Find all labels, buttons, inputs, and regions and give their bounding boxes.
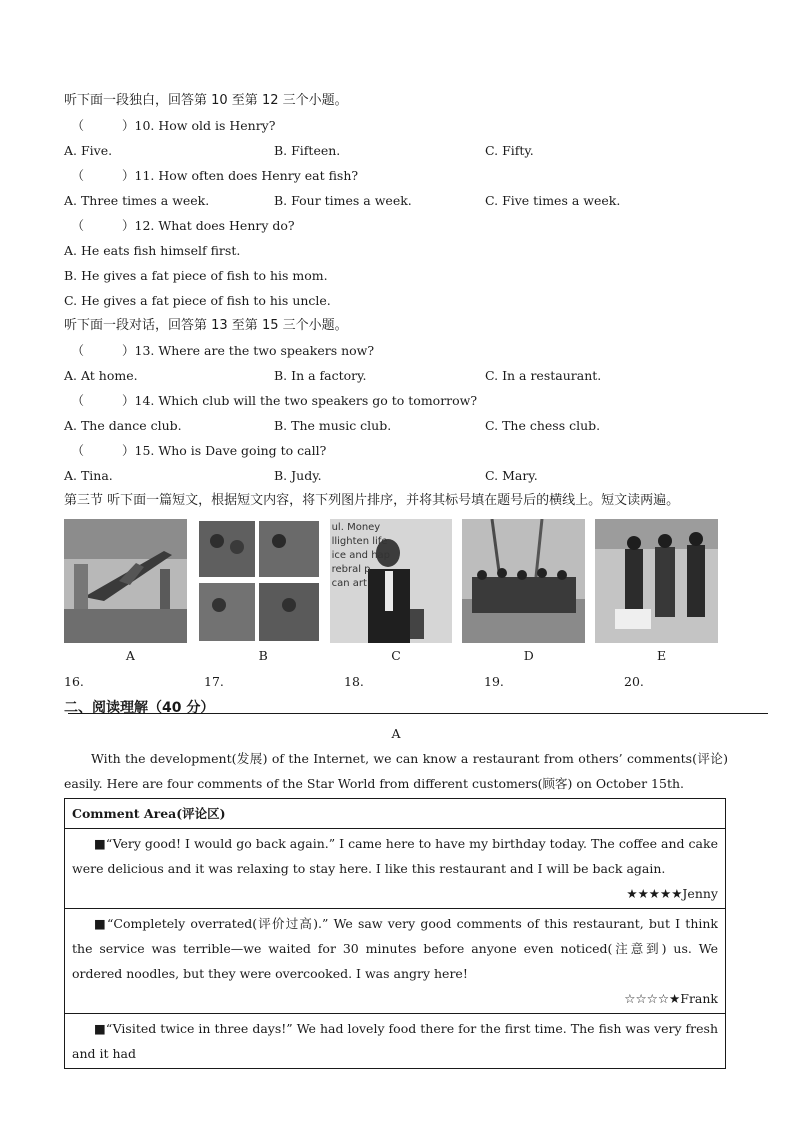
answer-paren-open: （ [71,168,84,183]
blank-line[interactable] [628,697,768,714]
photo-e-volunteers [595,519,718,643]
exam-page [64,88,728,1069]
photo-label-c: C [391,648,401,663]
comment-row [65,1014,726,1069]
blank-16: 16. [64,669,204,695]
option-c: C. Mary. [485,468,538,483]
blank-19: 19. [484,669,624,695]
question-text: 12. What does Henry do? [134,218,295,233]
option-a: A. Tina. [64,468,113,483]
passage-label: A [391,726,401,741]
photo-c-speaker [330,519,453,643]
answer-paren-close: ） [122,168,135,183]
blank-18: 18. [344,669,484,695]
answer-blanks [64,669,728,695]
option-a: A. The dance club. [64,418,182,433]
option-b: B. The music club. [274,418,392,433]
part2-title: 二、阅读理解（40 分） [64,700,215,716]
question-text: 15. Who is Dave going to call? [134,443,327,458]
option-b: B. In a factory. [274,368,367,383]
comment-text: ■“Completely overrated(评价过高).” We saw very good comments of this restaurant, but I think the service was terrible—we waited for 30 minutes before anyone even noticed(注意到) us. We ordered noodles, but they were overcooked. I was angry here! [72,916,718,981]
option-a: A. Three times a week. [64,193,210,208]
photo-label-a: A [125,648,135,663]
comment-row [65,909,726,1014]
question-text: 13. Where are the two speakers now? [134,343,375,358]
option-a: A. Five. [64,143,113,158]
photo-label-e: E [657,648,667,663]
question-11 [64,163,728,188]
question-text: 10. How old is Henry? [134,118,276,133]
option-b: B. Judy. [274,468,322,483]
comment-text: ■“Visited twice in three days!” We had lovely food there for the first time. The fish was very fresh and it had [72,1021,718,1061]
blank-line[interactable] [348,697,488,714]
option-b: B. Fifteen. [274,143,341,158]
question-12 [64,213,728,238]
option-a: A. He eats fish himself first. [64,243,241,258]
comment-text: ■“Very good! I would go back again.” I came here to have my birthday today. The coffee and cake were delicious and it was relaxing to stay here. I like this restaurant and I will be back again. [72,836,718,876]
option-b: B. Four times a week. [274,193,412,208]
photo-label-d: D [523,648,534,663]
section2-intro: 听下面一段对话，回答第 13 至第 15 三个小题。 [64,318,348,333]
answer-paren-close: ） [122,118,135,133]
passage-intro: With the development(发展) of the Internet, we can know a restaurant from others’ comments(评论) easily. Here are four comments of the Star World from different customers(顾客) on October 15th. [64,751,728,791]
comment-area-title: Comment Area(评论区) [65,799,726,829]
comment-signature: ☆☆☆☆★Frank [624,991,718,1006]
photo-c-board-text: ul. Money llighten life ice and hap rebral p can art [331,522,391,589]
question-13 [64,338,728,363]
answer-paren-open: （ [71,443,84,458]
photo-labels [64,643,728,669]
comment-table [64,798,726,1069]
blank-line[interactable] [208,697,348,714]
photo-label-b: B [258,648,268,663]
answer-paren-close: ） [122,443,135,458]
question-15 [64,438,728,463]
blank-20: 20. [624,669,764,695]
question-14-options [64,413,728,438]
question-13-options [64,363,728,388]
answer-paren-open: （ [71,393,84,408]
photo-row [64,519,728,643]
photo-b-group-activities [197,519,320,643]
question-text: 11. How often does Henry eat fish? [134,168,359,183]
answer-paren-open: （ [71,118,84,133]
question-10-options [64,138,728,163]
option-b: B. He gives a fat piece of fish to his mom. [64,268,328,283]
answer-paren-close: ） [122,343,135,358]
option-c: C. Five times a week. [485,193,621,208]
section3-intro: 第三节 听下面一篇短文，根据短文内容，将下列图片排序，并将其标号填在题号后的横线上。短文读两遍。 [64,493,680,508]
option-a: A. At home. [64,368,138,383]
answer-paren-close: ） [122,218,135,233]
question-15-options [64,463,728,488]
answer-paren-close: ） [122,393,135,408]
question-11-options [64,188,728,213]
section1-intro: 听下面一段独白，回答第 10 至第 12 三个小题。 [64,93,348,108]
answer-paren-open: （ [71,218,84,233]
answer-paren-open: （ [71,343,84,358]
option-c: C. The chess club. [485,418,601,433]
option-c: C. He gives a fat piece of fish to his uncle. [64,293,331,308]
comment-signature: ★★★★★Jenny [626,886,718,901]
comment-table-header [65,799,726,829]
blank-line[interactable] [488,697,628,714]
question-10 [64,113,728,138]
blank-17: 17. [204,669,344,695]
photo-d-tree-planting [462,519,585,643]
question-14 [64,388,728,413]
option-c: C. Fifty. [485,143,534,158]
question-text: 14. Which club will the two speakers go to tomorrow? [134,393,478,408]
option-c: C. In a restaurant. [485,368,602,383]
comment-row [65,829,726,909]
photo-a-museum-plane [64,519,187,643]
